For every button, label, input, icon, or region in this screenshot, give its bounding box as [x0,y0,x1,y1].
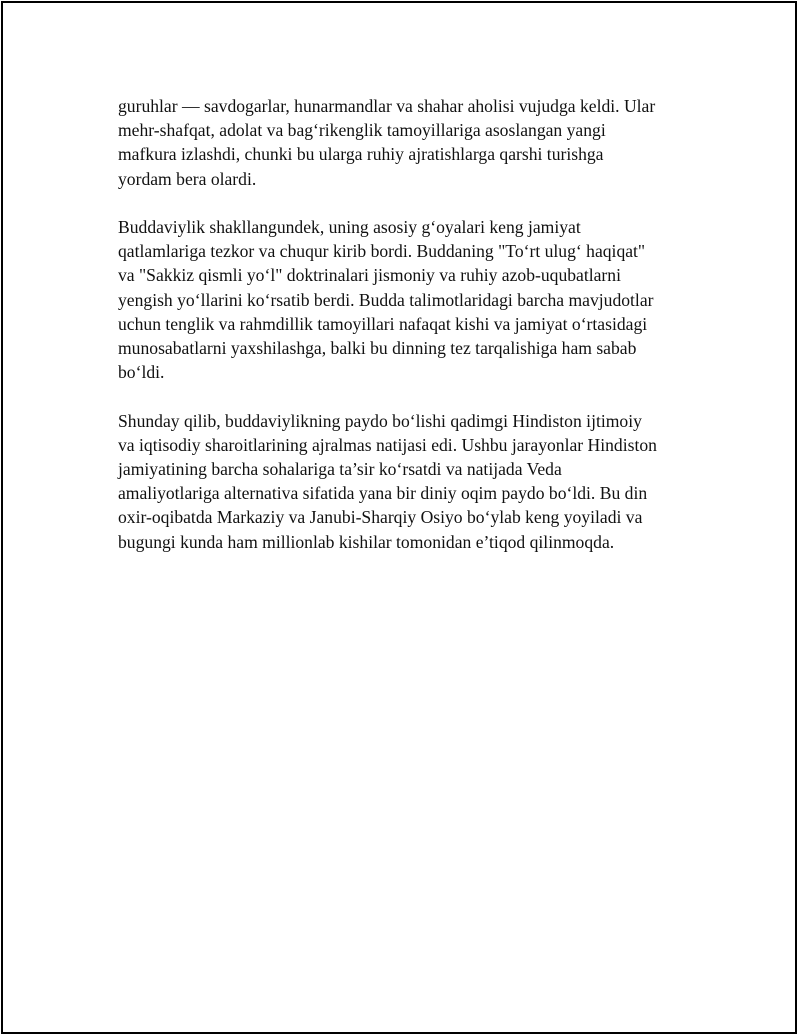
paragraph: Buddaviylik shakllangundek, uning asosiy g‘oyalari keng jamiyat qatlamlariga tezkor va chuqur kirib bordi. Buddaning "To‘rt ulug‘ haqiqat" va "Sakkiz qismli yo‘l" doktrinalari jismoniy va ruhiy azob-uqubatlarni yengish yo‘llarini ko‘rsatib berdi. Budda talimotlaridagi barcha mavjudotlar uchun tenglik va rahmdillik tamoyillari nafaqat kishi va jamiyat o‘rtasidagi munosabatlarni yaxshilashga, balki bu dinning tez tarqalishiga ham sabab bo‘ldi. [118,217,654,383]
paragraph: Shunday qilib, buddaviylikning paydo bo‘lishi qadimgi Hindiston ijtimoiy va iqtisodiy sharoitlarining ajralmas natijasi edi. Ushbu jarayonlar Hindiston jamiyatining barcha sohalariga ta’sir ko‘rsatdi va natijada Veda amaliyotlariga alternativa sifatida yana bir diniy oqim paydo bo‘ldi. Bu din oxir-oqibatda Markaziy va Janubi-Sharqiy Osiyo bo‘ylab keng yoyiladi va bugungi kunda ham millionlab kishilar tomonidan e’tiqod qilinmoqda. [118,410,657,552]
paragraph: guruhlar — savdogarlar, hunarmandlar va shahar aholisi vujudga keldi. Ular mehr-shafqat, adolat va bag‘rikenglik tamoyillariga asoslangan yangi mafkura izlashdi, chunki bu ularga ruhiy ajratishlarga qarshi turishga yordam bera olardi. [118,96,656,189]
document-body [118,94,698,578]
